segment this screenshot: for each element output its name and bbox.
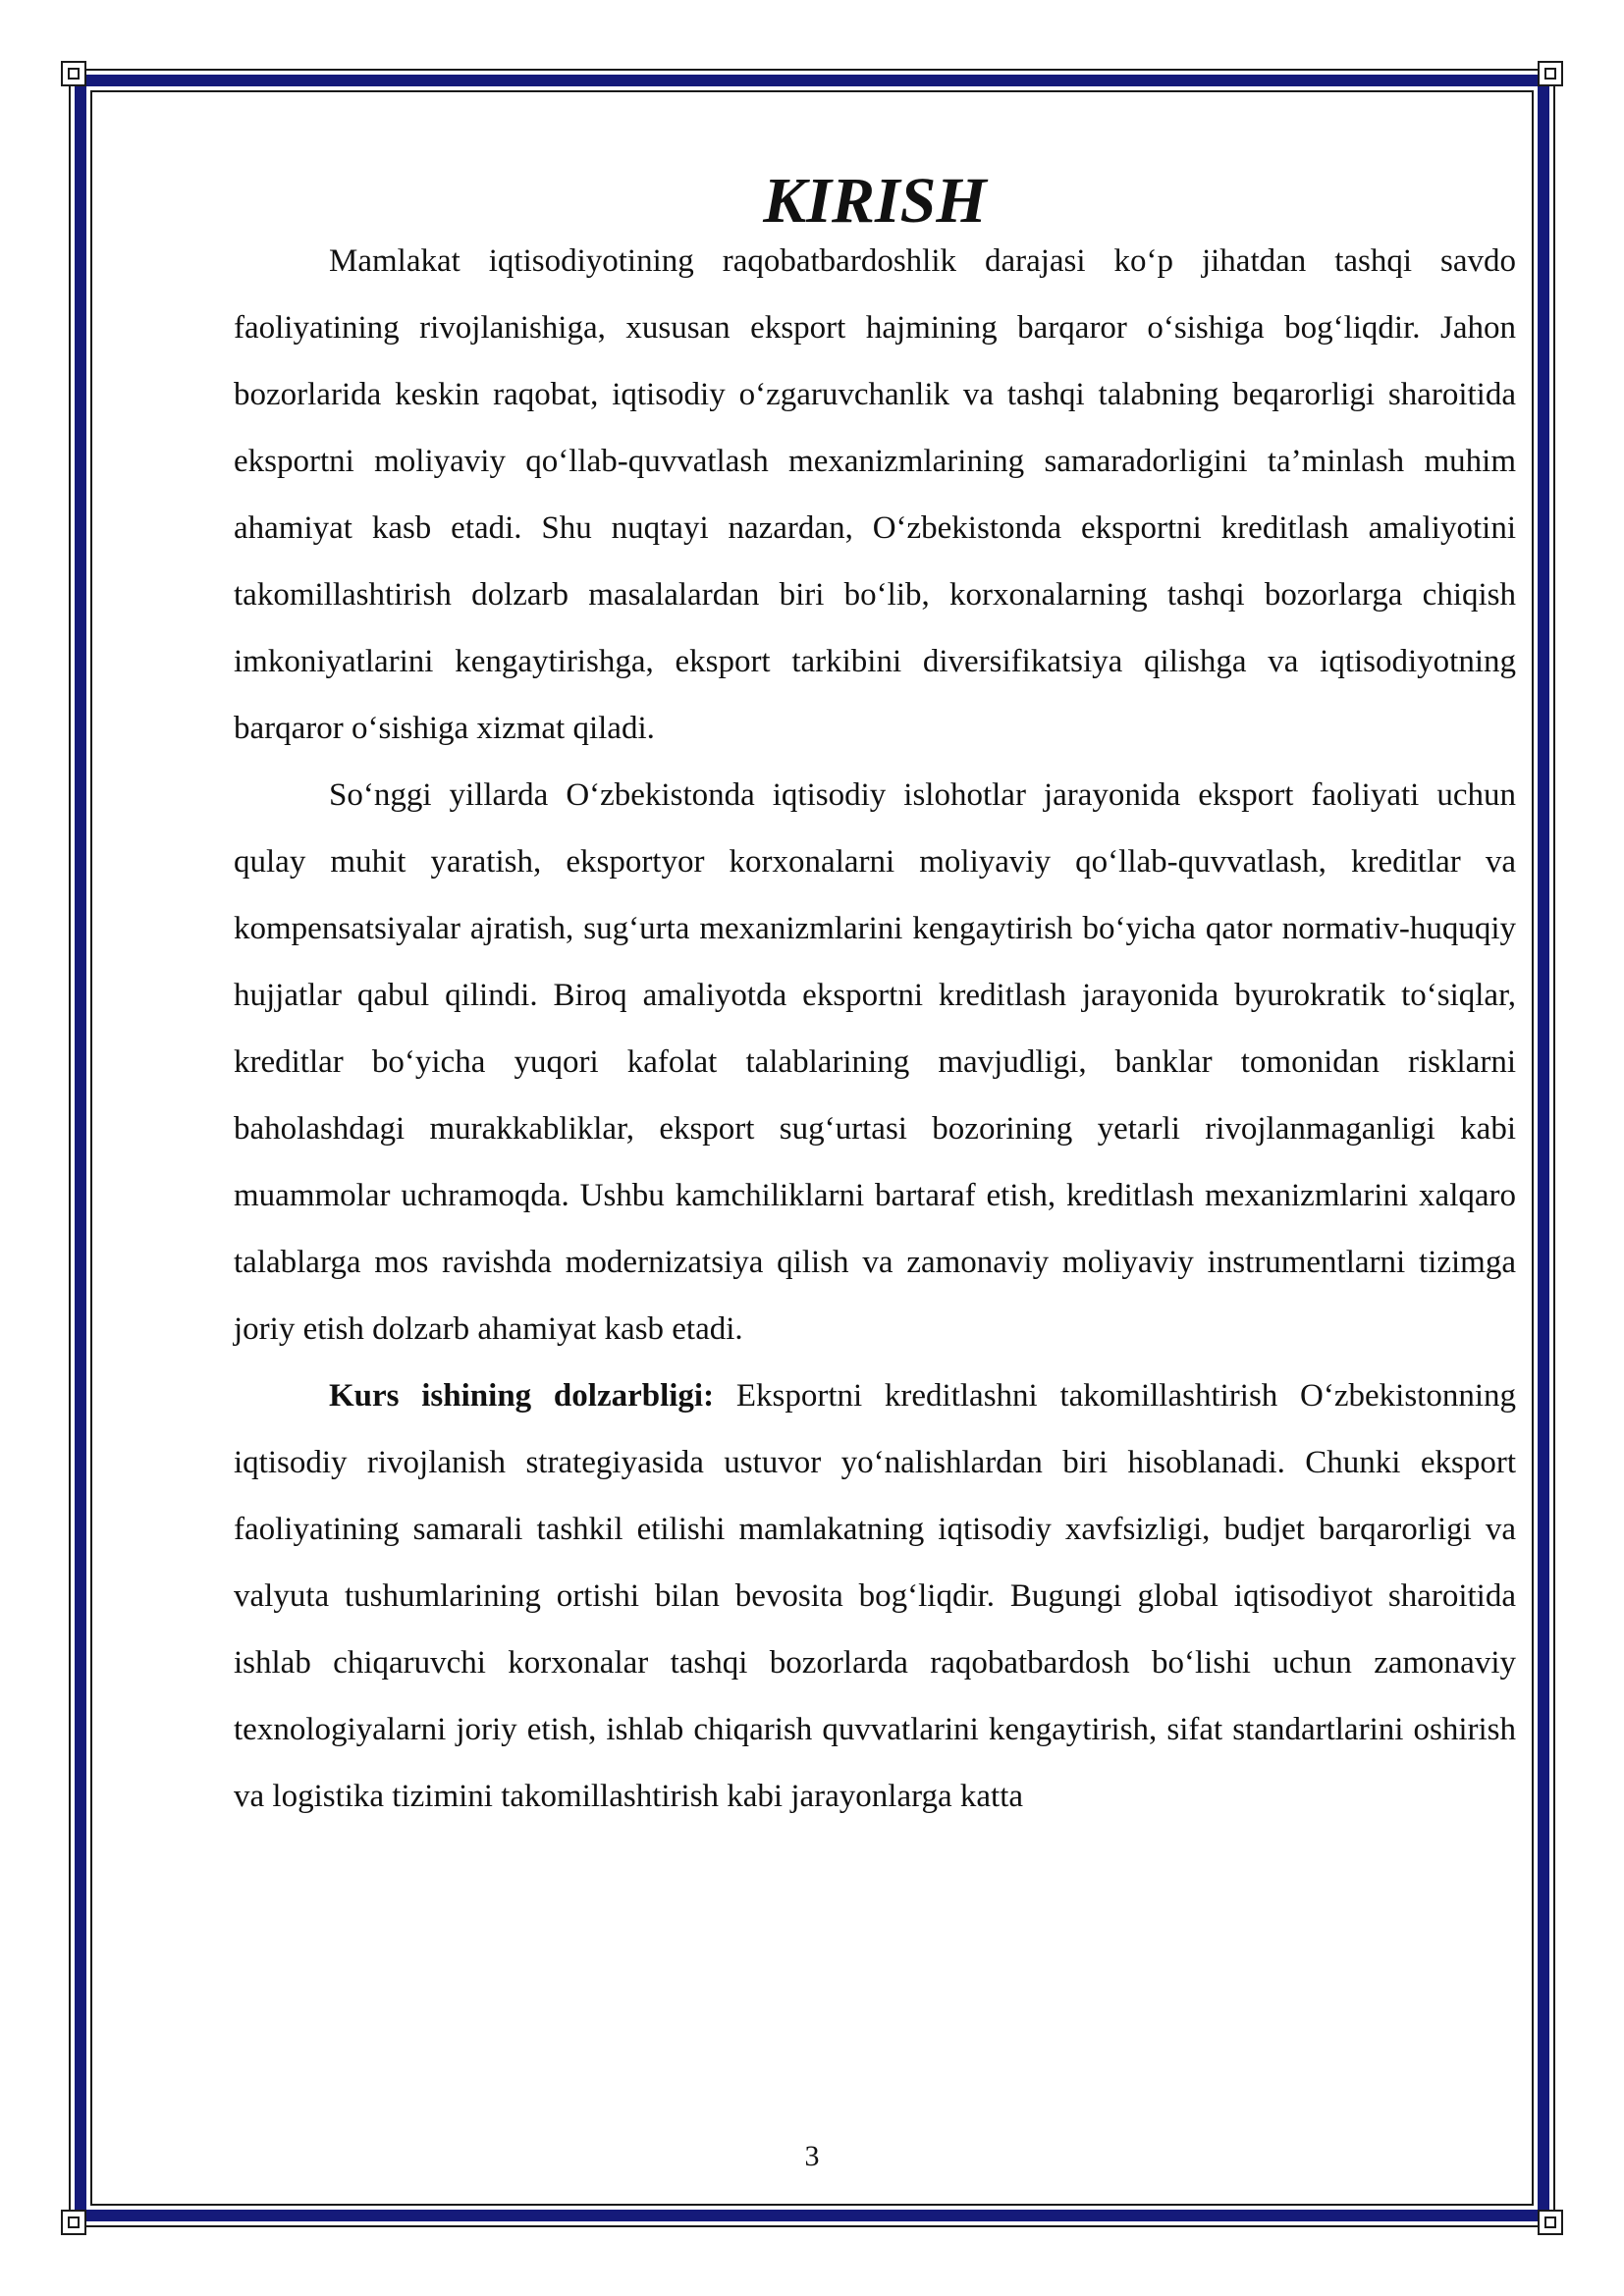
page-number: 3 <box>804 2140 820 2172</box>
paragraph-text: Eksportni kreditlashni takomillashtirish O‘zbekistonning iqtisodiy rivojlanish strategiyasida ustuvor yo‘nalishlardan biri hisoblanadi. Chunki eksport faoliyatining samarali tashkil etilishi mamlakatning iqtisodiy xavfsizligi, budjet barqarorligi va valyuta tushumlarining ortishi bilan bevosita bog‘liqdir. Bugungi global iqtisodiyot sharoitida ishlab chiqaruvchi korxonalar tashqi bozorlarda raqobatbardosh bo‘lishi uchun zamonaviy texnologiyalarni joriy etish, ishlab chiqarish quvvatlarini kengaytirish, sifat standartlarini oshirish va logistika tizimini takomillashtirish kabi jarayonlarga katta <box>234 1378 1516 1814</box>
paragraph-text: Mamlakat iqtisodiyotining raqobatbardoshlik darajasi ko‘p jihatdan tashqi savdo faoliyatining rivojlanishiga, xususan eksport hajmining barqaror o‘sishiga bog‘liqdir. Jahon bozorlarida keskin raqobat, iqtisodiy o‘zgaruvchanlik va tashqi talabning beqarorligi sharoitida eksportni moliyaviy qo‘llab-quvvatlash mexanizmlarining samaradorligini ta’minlash muhim ahamiyat kasb etadi. Shu nuqtayi nazardan, O‘zbekistonda eksportni kreditlash amaliyotini takomillashtirish dolzarb masalalardan biri bo‘lib, korxonalarning tashqi bozorlarga chiqish imkoniyatlarini kengaytirishga, eksport tarkibini diversifikatsiya qilishga va iqtisodiyotning barqaror o‘sishiga xizmat qiladi. <box>234 243 1516 746</box>
paragraph <box>234 228 1516 762</box>
frame-corner-ornament <box>61 2210 86 2235</box>
paragraph-text: So‘nggi yillarda O‘zbekistonda iqtisodiy islohotlar jarayonida eksport faoliyati uchun qulay muhit yaratish, eksportyor korxonalarni moliyaviy qo‘llab-quvvatlash, kreditlar va kompensatsiyalar ajratish, sug‘urta mexanizmlarini kengaytirish bo‘yicha qator normativ-huquqiy hujjatlar qabul qilindi. Biroq amaliyotda eksportni kreditlash jarayonida byurokratik to‘siqlar, kreditlar bo‘yicha yuqori kafolat talablarining mavjudligi, banklar tomonidan risklarni baholashdagi murakkabliklar, eksport sug‘urtasi bozorining yetarli rivojlanmaganligi kabi muammolar uchramoqda. Ushbu kamchiliklarni bartaraf etish, kreditlash mexanizmlarini xalqaro talablarga mos ravishda modernizatsiya qilish va zamonaviy moliyaviy instrumentlarni tizimga joriy etish dolzarb ahamiyat kasb etadi. <box>234 777 1516 1347</box>
page-title: KIRISH <box>763 165 987 237</box>
paragraph <box>234 1362 1516 1830</box>
frame-corner-ornament <box>1538 61 1563 86</box>
paragraph <box>234 762 1516 1362</box>
paragraph-lead: Kurs ishining dolzarbligi: <box>329 1378 715 1414</box>
frame-corner-ornament <box>61 61 86 86</box>
frame-corner-ornament <box>1538 2210 1563 2235</box>
page-content <box>234 165 1516 1830</box>
